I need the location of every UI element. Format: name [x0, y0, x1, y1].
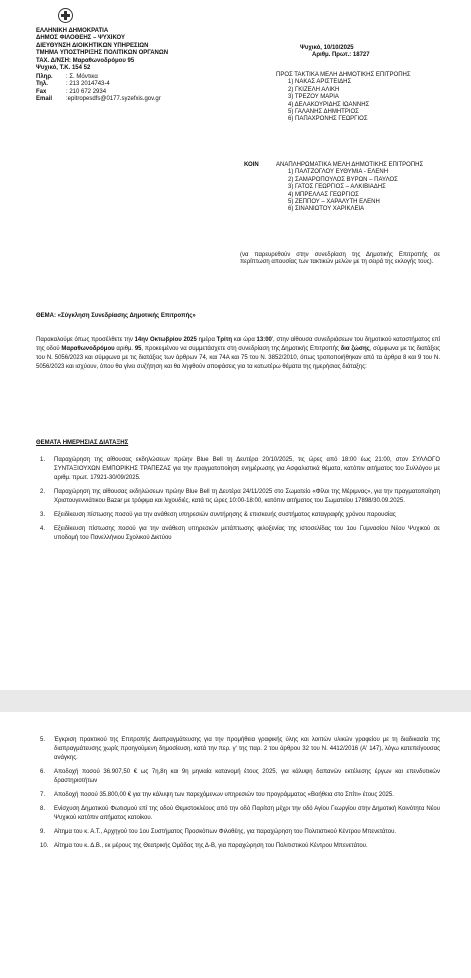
cc-title: ΑΝΑΠΛΗΡΩΜΑΤΙΚΑ ΜΕΛΗ ΔΗΜΟΤΙΚΗΣ ΕΠΙΤΡΟΠΗΣ	[276, 162, 424, 168]
agenda-item-text: Αίτημα του κ. Δ.Β., εκ μέρους της Θεατρικής Ομάδας της Δ-Β, για παραχώρηση του Πολιτιστικού Κέντρου Μπενετάτου.	[54, 843, 368, 849]
cc-recipient: 1) ΠΑΛΤΖΟΓΛΟΥ ΕΥΘΥΜΙΑ - ΕΛΕΝΗ	[288, 169, 389, 176]
recipient: 3) ΤΡΕΖΟΥ ΜΑΡΙΑ	[288, 94, 339, 101]
body-text: ', στην αίθουσα συνεδριάσεων του δημοτικού καταστήματος επί της οδού	[36, 337, 441, 352]
page-separator	[0, 690, 471, 712]
protocol-number: Αριθμ. Πρωτ.: 18727	[312, 52, 370, 59]
document-date: Ψυχικό, 10/10/2025	[300, 45, 354, 51]
agenda-item-number: 9.	[40, 829, 46, 835]
meeting-time: 13:00	[256, 337, 272, 343]
agenda-item	[40, 768, 440, 786]
subject-line	[36, 313, 436, 320]
body-text: , προκειμένου να συμμετάσχετε στη συνεδρίαση της Δημοτικής Επιτροπής	[141, 346, 339, 352]
meeting-day: Τρίτη	[216, 337, 233, 343]
agenda-item-number: 6.	[40, 769, 46, 775]
agenda-item-text: Έγκριση πρακτικού της Επιτροπής Διαπραγμάτευσης για την προμήθεια γραφικής ύλης και λοιπών υλικών γραφείου με τη διαδικασία της διαπραγμάτευσης χωρίς προηγούμενη δημοσίευση, κατά την περ. γ' της παρ. 2 του άρθρου 32 του Ν. 4412/2016 (Α' 147), λόγω κατεπείγουσας ανάγκης.	[54, 737, 440, 761]
contact-value: :epitropesdfs@0177.syzefxis.gov.gr	[66, 96, 161, 103]
agenda-item-number: 8.	[40, 806, 46, 812]
body-text: αριθμ.	[116, 346, 134, 352]
issuer-block	[36, 28, 246, 72]
issuer-line: ΕΛΛΗΝΙΚΗ ΔΗΜΟΚΡΑΤΙΑ	[36, 28, 109, 34]
body-paragraph	[36, 336, 440, 372]
contact-value: : 210 672 2934	[66, 88, 107, 95]
agenda-item	[40, 805, 440, 823]
recipient: 2) ΓΚΙΖΕΛΗ ΑΛΙΚΗ	[288, 86, 340, 93]
agenda-item	[40, 842, 440, 851]
agenda-item-number: 7.	[40, 792, 46, 798]
agenda-item-text: Εξειδίκευση πίστωσης ποσού για την ανάθεση υπηρεσιών μετάπτωσης φιλοξενίας της ιστοσελίδας του 1ου Γυμνασίου Νέου Ψυχικού σε υποδομή του Πανελλήνιου Σχολικού Δικτύου	[54, 526, 440, 541]
agenda-item	[40, 791, 440, 800]
agenda-item-number: 3.	[40, 512, 46, 518]
agenda-item	[40, 511, 440, 520]
agenda-list-page2	[40, 736, 440, 856]
body-text: ημέρα	[198, 337, 215, 343]
contacts-block	[36, 74, 236, 104]
agenda-item	[40, 525, 440, 543]
contact-label: Email	[36, 96, 53, 103]
contact-value: : 213 2014743-4	[66, 81, 110, 88]
agenda-item-text: Ενίσχυση Δημοτικού Φωτισμού επί της οδού Θεμιστοκλέους από την οδό Παρίτση μέχρι την οδό Αγίου Γεωργίου στην Δημοτική Κοινότητα Νέου Ψυχικού κατόπιν αιτήματος κατοίκου.	[54, 806, 440, 821]
subject-label: ΘΕΜΑ:	[36, 313, 56, 319]
issuer-line: Ψυχικό, Τ.Κ. 154 52	[36, 65, 91, 72]
contact-label: Πληρ.	[36, 74, 53, 80]
cc-block	[276, 162, 446, 214]
cc-recipient: 2) ΣΑΜΑΡΟΠΟΥΛΟΣ ΒΥΡΩΝ – ΠΑΥΛΟΣ	[288, 176, 398, 183]
body-text: και ώρα	[233, 337, 255, 343]
cc-recipient: 5) ΖΕΠΠΟΥ – ΧΑΡΑΛΥΤΗ ΕΛΕΝΗ	[288, 199, 380, 206]
contact-value: : Σ. Μόντικα	[66, 74, 98, 80]
contact-label: Τηλ.	[36, 81, 48, 88]
agenda-item-number: 1.	[40, 457, 46, 463]
agenda-item-text: Αίτημα του κ. Α.Τ., Αρχηγού του 1ου Συστήματος Προσκόπων Φιλοθέης, για παραχώρηση του Πολιτιστικού Κέντρου Μπενετάτου.	[54, 829, 397, 835]
cc-note: (να παρευρεθούν στην συνεδρίαση της Δημοτικής Επιτροπής σε περίπτωση απουσίας των τακτικών μελών με τη σειρά της εκλογής τους).	[240, 252, 440, 266]
agenda-item-text: Αποδοχή ποσού 36.907,50 € ως 7η,8η και 9η μηνιαία κατανομή έτους 2025, για κάλυψη δαπανών εκτέλεσης έργων και επενδυτικών δραστηριοτήτων	[54, 769, 440, 784]
body-text: , σύμφωνα με τις διατάξεις του Ν. 5056/2023 και σύμφωνα με τις διατάξεις των άρθρων 74, και 74Α και 75 του Ν. 3852/2010, όπως τροποποιήθηκαν από τα άρθρα 8 και 9 του Ν. 5056/2023 και ισχύουν, όπου θα γίνει συζήτηση και θα ληφθούν αποφάσεις για τα κατωτέρω θέματα της ημερήσιας διάταξης:	[36, 346, 441, 370]
agenda-list-page1	[40, 456, 440, 548]
street-name: Μαραθωνοδρόμου	[61, 346, 115, 352]
agenda-item	[40, 488, 440, 506]
cc-recipient: 4) ΜΠΡΕΛΛΑΣ ΓΕΩΡΓΙΟΣ	[288, 191, 359, 198]
street-number: 95	[134, 346, 142, 352]
cc-recipient: 3) ΓΑΤΟΣ ΓΕΩΡΓΙΟΣ – ΑΛΚΙΒΙΑΔΗΣ	[288, 184, 386, 191]
agenda-title: ΘΕΜΑΤΑ ΗΜΕΡΗΣΙΑΣ ΔΙΑΤΑΞΗΣ	[36, 440, 129, 446]
subject-text: «Σύγκληση Συνεδρίασης Δημοτικής Επιτροπής»	[57, 313, 196, 319]
recipients-title: ΠΡΟΣ ΤΑΚΤΙΚΑ ΜΕΛΗ ΔΗΜΟΤΙΚΗΣ ΕΠΙΤΡΟΠΗΣ	[276, 72, 411, 78]
recipients-block	[276, 72, 456, 124]
recipient: 4) ΔΕΛΑΚΟΥΡΙΔΗΣ ΙΩΑΝΝΗΣ	[288, 101, 370, 108]
agenda-item-text: Εξειδίκευση πίστωσης ποσού για την ανάθεση υπηρεσιών συντήρησης & επισκευής συστήματος καταγραφής χρόνου παρουσίας	[54, 512, 396, 518]
body-text: Παρακαλούμε όπως προσέλθετε την	[36, 337, 133, 343]
agenda-item	[40, 828, 440, 837]
meeting-date: 14ην Οκτωβρίου 2025	[134, 337, 197, 343]
contact-label: Fax	[36, 88, 47, 95]
agenda-item-number: 10.	[40, 843, 49, 849]
issuer-line: ΔΗΜΟΣ ΦΙΛΟΘΕΗΣ – ΨΥΧΙΚΟΥ	[36, 35, 126, 42]
agenda-item-text: Παραχώρηση της αίθουσας εκδηλώσεων πρώην Blue Bell τη Δευτέρα 24/11/2025 στο Σωματείο «Φίλοι της Μέριμνας», για την πραγματοποίηση Χριστουγεννιάτικου Bazar με τρόφιμα και λιχουδιές, κατά τις ώρες 10:00-18:00, κατόπιν αιτήματος του Σωματείου 17898/30.09.2025.	[54, 489, 440, 504]
recipient: 1) ΝΑΚΑΣ ΑΡΙΣΤΕΙΔΗΣ	[288, 79, 352, 86]
agenda-item-number: 5.	[40, 737, 46, 743]
issuer-line: ΔΙΕΥΘΥΝΣΗ ΔΙΟΙΚΗΤΙΚΩΝ ΥΠΗΡΕΣΙΩΝ	[36, 42, 149, 49]
agenda-item-text: Αποδοχή ποσού 35.800,00 € για την κάλυψη των παρεχόμενων υπηρεσιών του προγράμματος «Βοήθεια στο Σπίτι» έτους 2025.	[54, 792, 394, 798]
agenda-item-text: Παραχώρηση της αίθουσας εκδηλώσεων πρώην Blue Bell τη Δευτέρα 20/10/2025, τις ώρες από 18:00 έως 21:00, στον ΣΥΛΛΟΓΟ ΣΥΝΤΑΞΙΟΥΧΩΝ ΕΜΠΟΡΙΚΗΣ ΤΡΑΠΕΖΑΣ για την πραγματοποίηση ενημέρωσης για Ασφαλιστικά θέματα, κατόπιν αιτήματος του Συλλόγου με αριθμ. πρωτ. 17921-30/09/2025.	[54, 457, 440, 481]
cc-recipient: 6) ΣΙΝΑΝΙΩΤΟΥ ΧΑΡΙΚΛΕΙΑ	[288, 206, 365, 213]
document-page-2	[0, 712, 471, 978]
issuer-line: ΤΜΗΜΑ ΥΠΟΣΤΗΡΙΞΗΣ ΠΟΛΙΤΙΚΩΝ ΟΡΓΑΝΩΝ	[36, 50, 169, 57]
recipient: 6) ΠΑΠΑΧΡΟΝΗΣ ΓΕΩΡΓΙΟΣ	[288, 116, 368, 123]
greek-emblem-icon	[58, 8, 73, 23]
cc-label: ΚΟΙΝ	[244, 162, 259, 168]
agenda-item-number: 2.	[40, 489, 46, 495]
meeting-mode: δια ζώσης	[340, 346, 370, 352]
agenda-item-number: 4.	[40, 526, 46, 532]
date-block	[300, 45, 450, 60]
recipient: 5) ΓΑΛΑΝΗΣ ΔΗΜΗΤΡΙΟΣ	[288, 109, 359, 116]
issuer-line: ΤΑΧ. Δ/ΝΣΗ: Μαραθωνοδρόμου 95	[36, 57, 135, 64]
agenda-item	[40, 736, 440, 763]
agenda-item	[40, 456, 440, 483]
